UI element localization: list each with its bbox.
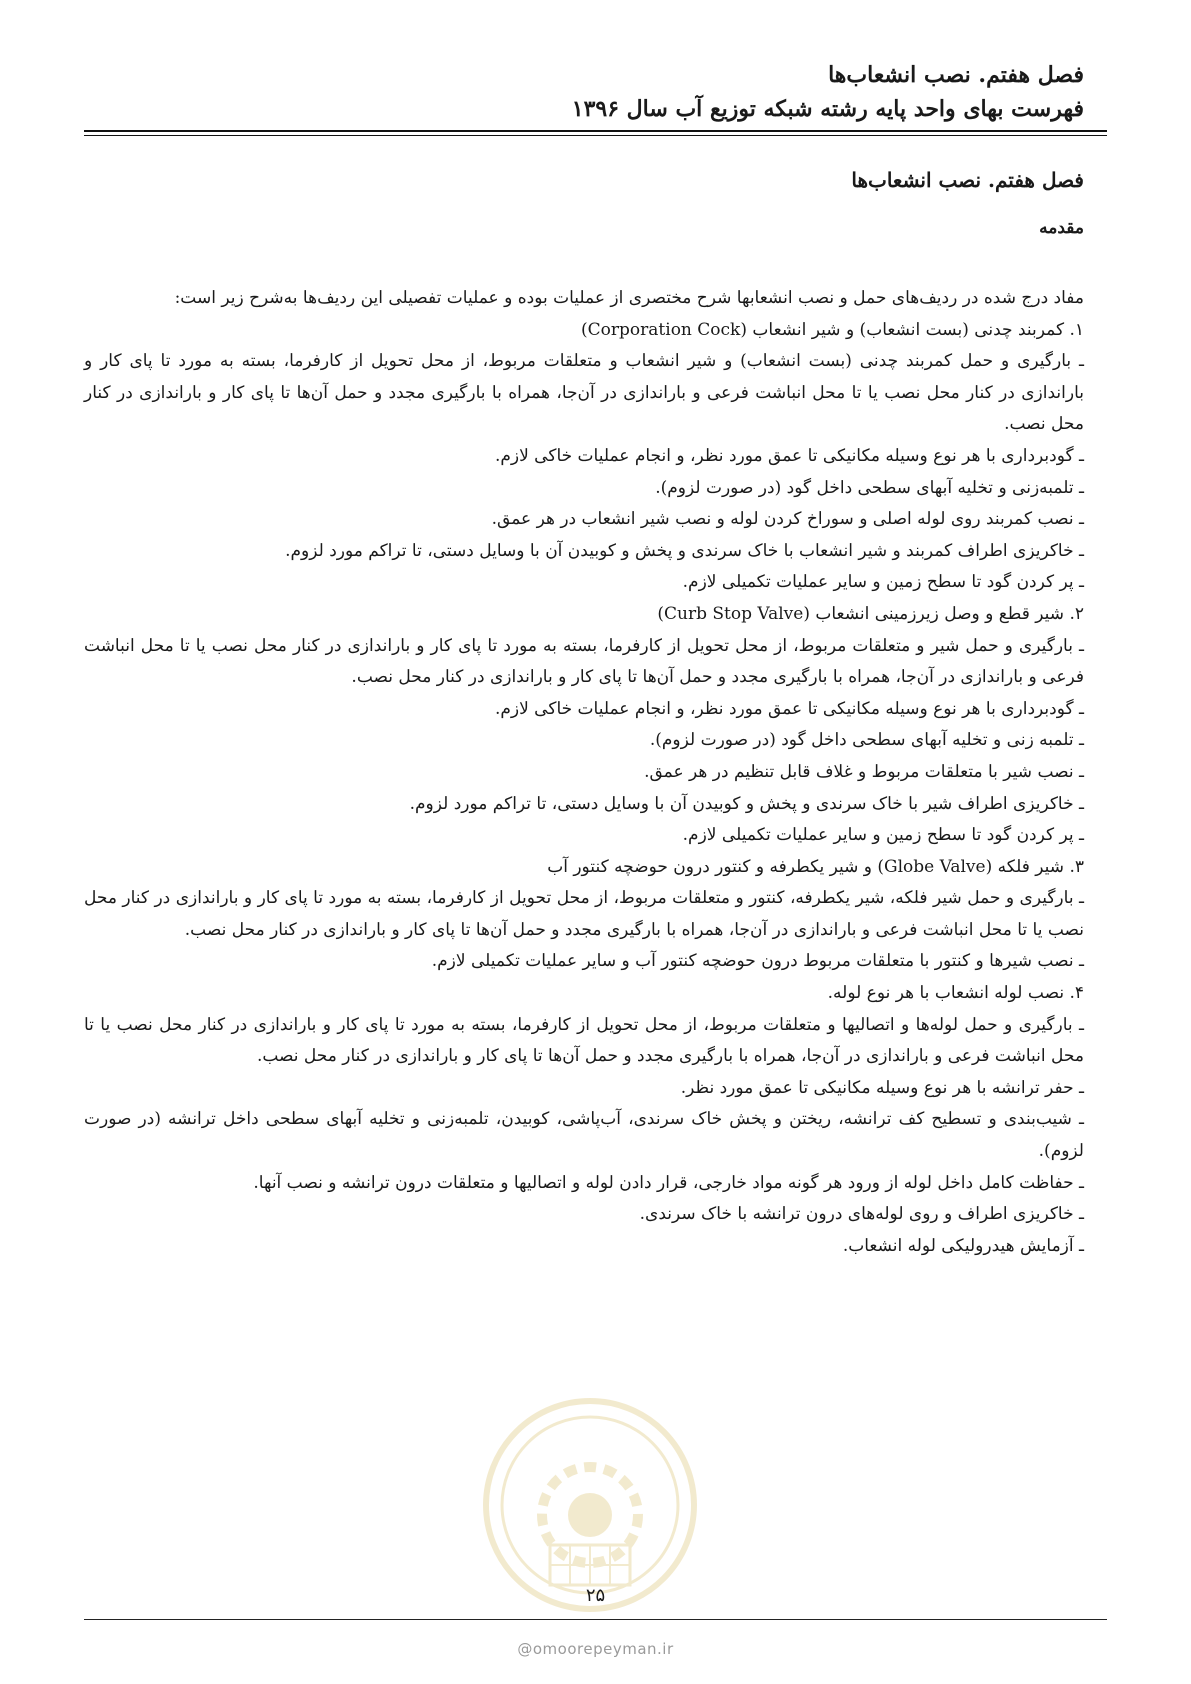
- paragraph: ـ خاکریزی اطراف شیر با خاک سرندی و پخش و کوبیدن آن با وسایل دستی، تا تراکم مورد لزوم.: [409, 793, 1084, 814]
- paragraph: ۳. شیر فلکه (Globe Valve) و شیر یکطرفه و کنتور درون حوضچه کنتور آب: [547, 856, 1084, 877]
- paragraph: ـ آزمایش هیدرولیکی لوله انشعاب.: [842, 1235, 1084, 1256]
- paragraph: ـ بارگیری و حمل شیر و متعلقات مربوط، از محل تحویل از کارفرما، بسته به مورد تا پای کار و باراندازی در کنار محل نصب یا تا محل انباشت فرعی و باراندازی در آن‌جا، همراه با بارگیری مجدد و حمل آن‌ها تا پای کار و باراندازی در کنار محل نصب.: [84, 635, 1084, 688]
- paragraph: ـ پر کردن گود تا سطح زمین و سایر عملیات تکمیلی لازم.: [682, 572, 1084, 593]
- paragraph: ـ حفر ترانشه با هر نوع وسیله مکانیکی تا عمق مورد نظر.: [680, 1077, 1084, 1098]
- watermark-seal-icon: [480, 1395, 700, 1615]
- header-chapter-title: فصل هفتم. نصب انشعاب‌ها: [828, 62, 1084, 88]
- page-number: ۲۵: [585, 1585, 606, 1606]
- paragraph: ـ گودبرداری با هر نوع وسیله مکانیکی تا عمق مورد نظر، و انجام عملیات خاکی لازم.: [494, 698, 1084, 719]
- paragraph: ـ گودبرداری با هر نوع وسیله مکانیکی تا عمق مورد نظر، و انجام عملیات خاکی لازم.: [494, 445, 1084, 466]
- paragraph: ـ نصب شیرها و کنتور با متعلقات مربوط درون حوضچه کنتور آب و سایر عملیات تکمیلی لازم.: [431, 951, 1084, 972]
- paragraph: ـ تلمبه‌زنی و تخلیه آبهای سطحی داخل گود (در صورت لزوم).: [655, 477, 1084, 498]
- paragraph: ۲. شیر قطع و وصل زیرزمینی انشعاب (Curb Stop Valve): [657, 603, 1084, 624]
- paragraph: ـ حفاظت کامل داخل لوله از ورود هر گونه مواد خارجی، قرار دادن لوله و اتصالیها و متعلقات درون ترانشه و نصب آنها.: [253, 1172, 1084, 1193]
- paragraph: مفاد درج شده در ردیف‌های حمل و نصب انشعابها شرح مختصری از عملیات بوده و عملیات تفصیلی این ردیف‌ها به‌شرح زیر است:: [174, 288, 1084, 308]
- paragraph: ۱. کمربند چدنی (بست انشعاب) و شیر انشعاب (Corporation Cock): [581, 319, 1084, 340]
- page-header: [104, 58, 1084, 126]
- paragraph: ۴. نصب لوله انشعاب با هر نوع لوله.: [827, 983, 1084, 1004]
- chapter-title: فصل هفتم. نصب انشعاب‌ها: [851, 168, 1084, 192]
- header-document-title: فهرست بهای واحد پایه رشته شبکه توزیع آب سال ۱۳۹۶: [571, 96, 1084, 122]
- paragraph: ـ بارگیری و حمل لوله‌ها و اتصالیها و متعلقات مربوط، از محل تحویل از کارفرما، بسته به مورد تا پای کار و باراندازی در کنار محل نصب یا تا محل انباشت فرعی و باراندازی در آن‌جا، همراه با بارگیری مجدد و حمل آن‌ها تا پای کار و باراندازی در کنار محل نصب.: [84, 1014, 1084, 1067]
- paragraph: ـ خاکریزی اطراف و روی لوله‌های درون ترانشه با خاک سرندی.: [639, 1204, 1084, 1225]
- paragraph: ـ نصب کمربند روی لوله اصلی و سوراخ کردن لوله و نصب شیر انشعاب در هر عمق.: [491, 509, 1084, 530]
- paragraph: ـ بارگیری و حمل کمربند چدنی (بست انشعاب) و شیر انشعاب و متعلقات مربوط، از محل تحویل از کارفرما، بسته به مورد تا پای کار و باراندازی در کنار محل نصب یا تا محل انباشت فرعی و باراندازی در آن‌جا، همراه با بارگیری مجدد و حمل آن‌ها تا پای کار و باراندازی در کنار محل نصب.: [84, 351, 1084, 435]
- paragraph: ـ شیب‌بندی و تسطیح کف ترانشه، ریختن و پخش خاک سرندی، آب‌پاشی، کوبیدن، تلمبه‌زنی و تخلیه آبهای سطحی داخل ترانشه (در صورت لزوم).: [84, 1109, 1084, 1162]
- header-rule-thick: [84, 130, 1107, 132]
- intro-heading: مقدمه: [1039, 218, 1084, 238]
- paragraph: ـ خاکریزی اطراف کمربند و شیر انشعاب با خاک سرندی و پخش و کوبیدن آن با وسایل دستی، تا تراکم مورد لزوم.: [285, 540, 1084, 561]
- paragraph: ـ بارگیری و حمل شیر فلکه، شیر یکطرفه، کنتور و متعلقات مربوط، از محل تحویل از کارفرما، بسته به مورد تا پای کار و باراندازی در کنار محل نصب یا تا محل انباشت فرعی و باراندازی در آن‌جا، همراه با بارگیری مجدد و حمل آن‌ها تا پای کار و باراندازی در کنار محل نصب.: [84, 888, 1084, 940]
- footer-rule: [84, 1619, 1107, 1620]
- header-rule-thin: [84, 135, 1107, 136]
- paragraph: ـ تلمبه زنی و تخلیه آبهای سطحی داخل گود (در صورت لزوم).: [649, 730, 1084, 751]
- paragraph: ـ نصب شیر با متعلقات مربوط و غلاف قابل تنظیم در هر عمق.: [644, 761, 1084, 782]
- watermark-site-text: @omoorepeyman.ir: [517, 1640, 674, 1658]
- body-text: [84, 283, 1084, 1262]
- paragraph: ـ پر کردن گود تا سطح زمین و سایر عملیات تکمیلی لازم.: [682, 825, 1084, 846]
